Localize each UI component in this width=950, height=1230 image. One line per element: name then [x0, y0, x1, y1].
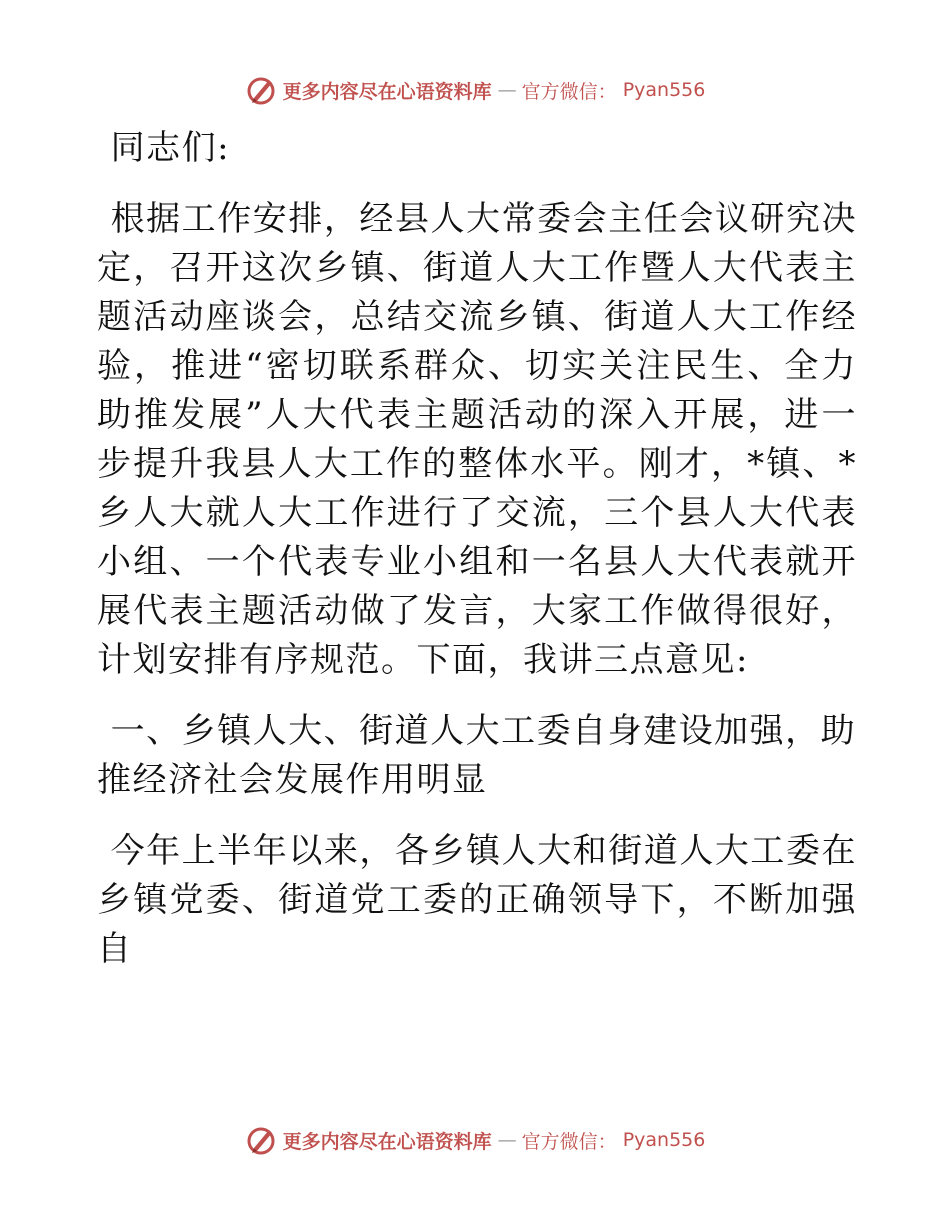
watermark-contact-id: Pyan556 — [622, 1129, 706, 1151]
watermark-brand: 更多内容尽在心语资料库 — [282, 1130, 492, 1153]
watermark-contact-id: Pyan556 — [622, 79, 706, 101]
watermark-contact-label: 官方微信： — [521, 80, 617, 103]
watermark-brand: 更多内容尽在心语资料库 — [282, 80, 492, 103]
document-body — [97, 124, 857, 996]
header-watermark — [0, 74, 950, 106]
footer-watermark — [0, 1124, 950, 1156]
pen-logo-icon — [245, 74, 277, 106]
pen-logo-icon — [245, 1124, 277, 1156]
section-paragraph: 今年上半年以来，各乡镇人大和街道人大工委在乡镇党委、街道党工委的正确领导下，不断加强自 — [97, 831, 857, 969]
watermark-separator: — — [497, 1129, 516, 1151]
watermark-separator: — — [497, 79, 516, 101]
intro-paragraph: 根据工作安排，经县人大常委会主任会议研究决定，召开这次乡镇、街道人大工作暨人大代表主题活动座谈会，总结交流乡镇、街道人大工作经验，推进“密切联系群众、切实关注民生、全力助推发展”人大代表主题活动的深入开展，进一步提升我县人大工作的整体水平。刚才，*镇、*乡人大就人大工作进行了交流，三个县人大代表小组、一个代表专业小组和一名县人大代表就开展代表主题活动做了发言，大家工作做得很好，计划安排有序规范。下面，我讲三点意见: — [97, 199, 857, 680]
watermark-contact-label: 官方微信： — [521, 1130, 617, 1153]
salutation: 同志们: — [110, 128, 231, 168]
section-heading: 一、乡镇人大、街道人大工委自身建设加强，助推经济社会发展作用明显 — [97, 711, 857, 800]
